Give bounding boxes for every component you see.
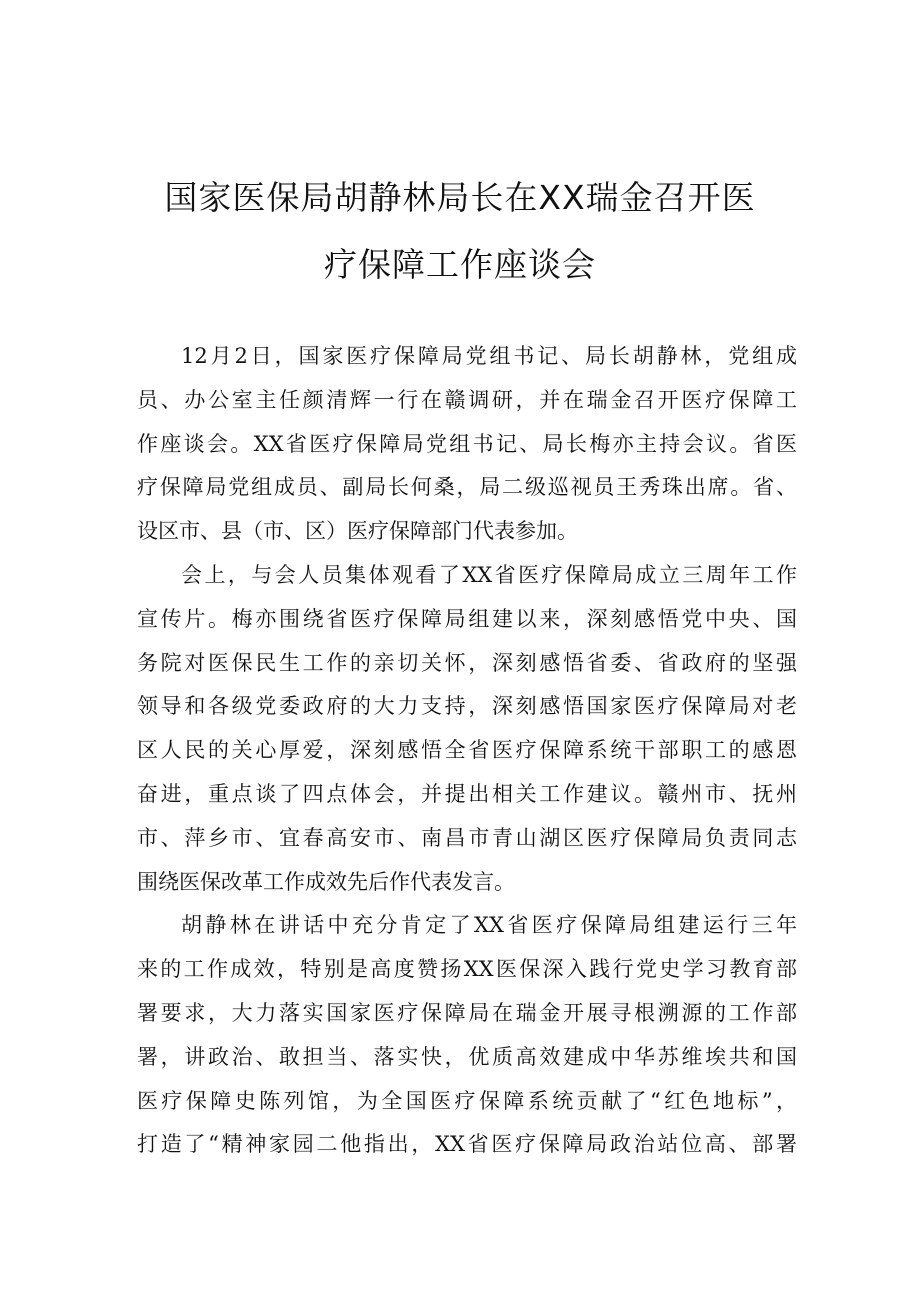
paragraph-1-line: 12月2日，国家医疗保障局党组书记、局长胡静林，党组成 [181, 344, 797, 368]
paragraph-2-line: 务院对医保民生工作的亲切关怀，深刻感悟省委、省政府的坚强 [137, 650, 797, 675]
paragraph-2-line: 区人民的关心厚爱，深刻感悟全省医疗保障系统干部职工的感恩 [137, 738, 797, 763]
paragraph-1-line: 员、办公室主任颜清辉一行在赣调研，并在瑞金召开医疗保障工 [137, 387, 797, 412]
paragraph-2-line: 奋进，重点谈了四点体会，并提出相关工作建议。赣州市、抚州 [137, 781, 797, 806]
paragraph-1-line: 作座谈会。XX省医疗保障局党组书记、局长梅亦主持会议。省医 [137, 431, 797, 456]
paragraph-3-line: 署要求，大力落实国家医疗保障局在瑞金开展寻根溯源的工作部 [137, 1000, 797, 1025]
document-title-line-1: 国家医保局胡静林局长在XX瑞金召开医 [164, 178, 756, 217]
paragraph-3-line: 医疗保障史陈列馆，为全国医疗保障系统贡献了“红色地标”， [137, 1088, 797, 1113]
paragraph-2-line: 市、萍乡市、宜春高安市、南昌市青山湖区医疗保障局负责同志 [137, 825, 797, 850]
paragraph-3-line: 署，讲政治、敢担当、落实快，优质高效建成中华苏维埃共和国 [137, 1044, 797, 1069]
paragraph-2-line: 围绕医保改革工作成效先后作代表发言。 [137, 869, 515, 894]
paragraph-3-line: 打造了“精神家园二他指出，XX省医疗保障局政治站位高、部署 [137, 1132, 797, 1157]
paragraph-2-line: 宣传片。梅亦围绕省医疗保障局组建以来，深刻感悟党中央、国 [137, 606, 797, 631]
document-title-line-2: 疗保障工作座谈会 [324, 245, 596, 284]
paragraph-1-line: 疗保障局党组成员、副局长何桑，局二级巡视员王秀珠出席。省、 [137, 475, 797, 500]
paragraph-1-line: 设区市、县（市、区）医疗保障部门代表参加。 [137, 519, 578, 544]
paragraph-2-line: 会上，与会人员集体观看了XX省医疗保障局成立三周年工作 [181, 562, 797, 587]
paragraph-3-line: 来的工作成效，特别是高度赞扬XX医保深入践行党史学习教育部 [137, 957, 797, 982]
paragraph-2-line: 领导和各级党委政府的大力支持，深刻感悟国家医疗保障局对老 [137, 694, 797, 719]
paragraph-3-line: 胡静林在讲话中充分肯定了XX省医疗保障局组建运行三年 [181, 913, 797, 938]
document-body [137, 335, 797, 1167]
